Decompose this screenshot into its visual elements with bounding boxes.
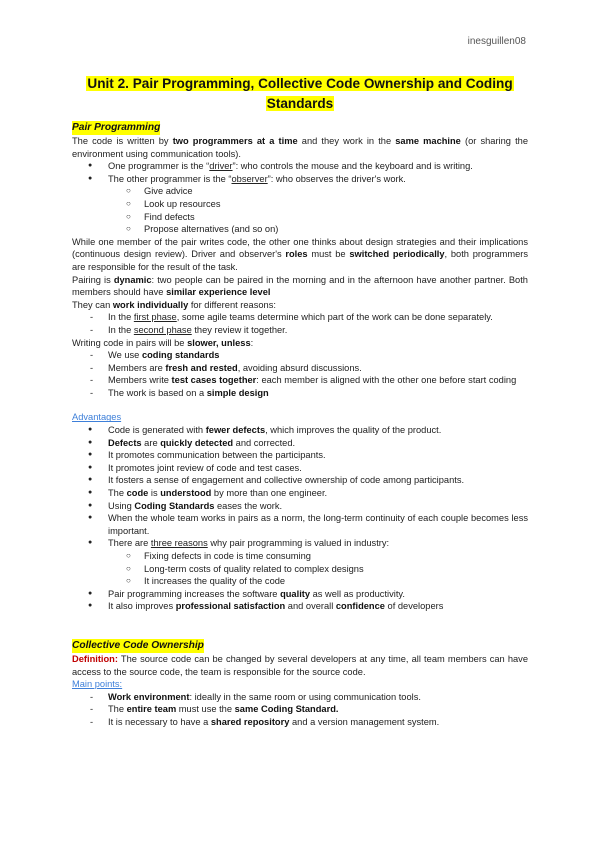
bold-text: simple design [206,387,269,398]
bold-text: professional satisfaction [175,601,286,612]
list-item [72,362,528,375]
conditions-list [72,349,528,399]
list-item [72,537,528,587]
text: Writing code in pairs will be [72,337,188,348]
paragraph-slower [72,337,528,350]
list-item [72,487,528,500]
text: eases the work. [214,500,283,511]
text: , which improves the quality of the product. [265,425,442,436]
section-heading-collective-code-ownership: Collective Code Ownership [72,639,204,651]
list-item: ● It promotes communication between the participants. [72,449,528,462]
paragraph-individual [72,299,528,312]
text: Pairing is [72,274,114,285]
underlined-text: observer [231,173,268,184]
text: The other programmer is the “ [108,173,232,184]
section-heading-pair-programming: Pair Programming [72,122,161,133]
reasons-list [72,550,528,588]
text: by more than one engineer. [211,488,328,499]
text: , some agile teams determine which part of the work can be done separately. [176,312,493,323]
list-item: ○ Fixing defects in code is time consuming [72,550,528,563]
text: of developers [384,601,444,612]
text: are [141,437,161,448]
bold-text: similar experience level [166,287,271,298]
bold-text: switched periodically [349,249,445,260]
text: : two people can be paired in the morning and in the afternoon have another partner. Both members should have [72,274,528,298]
paragraph-intro [72,135,528,160]
paragraph-roles [72,236,528,274]
bold-text: Coding Standards [134,500,215,511]
text: they review it together. [191,324,288,335]
text: Members write [108,375,172,386]
list-item [72,716,528,729]
underlined-text: first phase [133,312,177,323]
text: The code is written by [72,136,173,146]
text: Pair programming increases the software [108,588,281,599]
text: : each member is aligned with the other one before start coding [256,375,517,386]
list-item [72,160,528,173]
text: why pair programming is valued in industry: [207,538,390,549]
text: , avoiding absurd discussions. [237,362,362,373]
underlined-text: second phase [133,324,192,335]
bold-text: roles [285,249,308,260]
text: The work is based on a [108,387,207,398]
list-item [72,703,528,716]
text: must be [307,249,350,260]
text: In the [108,324,134,335]
list-item: ● When the whole team works in pairs as a norm, the long-term continuity of each couple becomes less important. [72,512,528,537]
list-item: ○ Propose alternatives (and so on) [72,223,528,236]
list-item: ● It promotes joint review of code and test cases. [72,462,528,475]
text: and overall [285,601,336,612]
bold-text: entire team [126,704,177,715]
text: for different reasons: [188,299,276,310]
paragraph-pairing [72,274,528,299]
text: In the [108,312,134,323]
text: There are [108,538,151,549]
text: Using [108,500,135,511]
page-title: Unit 2. Pair Programming, Collective Code Ownership and Coding Standards [87,76,513,111]
text: ”: who observes the driver's work. [267,173,406,184]
definition-label: Definition: [72,653,118,664]
text: The source code can be changed by several developers at any time, all team members can have access to the source code, the team is responsible for the source code. [72,653,528,677]
bold-text: shared repository [210,716,290,727]
list-item [72,173,528,236]
list-item: ● It fosters a sense of engagement and collective ownership of code among participants. [72,474,528,487]
observer-tasks-list [72,185,528,235]
list-item: ○ Give advice [72,185,528,198]
bold-text: slower, unless [187,337,251,348]
bold-text: test cases together [171,375,257,386]
bold-text: coding standards [141,350,220,361]
bold-text: fewer defects [205,425,266,436]
list-item: ○ Find defects [72,211,528,224]
list-item: ○ It increases the quality of the code [72,575,528,588]
text: We use [108,350,142,361]
bold-text: code [126,488,149,499]
document-content [72,121,528,729]
text: Members are [108,362,166,373]
list-item [72,437,528,450]
list-item [72,600,528,613]
spacer [72,613,528,627]
roles-list [72,160,528,236]
spacer [72,399,528,411]
text: It is necessary to have a [108,716,211,727]
list-item [72,691,528,704]
main-points-list [72,691,528,729]
text: (or sharing the environment using communication tools). [72,136,528,159]
list-item [72,500,528,513]
advantages-list [72,424,528,613]
list-item [72,588,528,601]
list-item [72,424,528,437]
text: They can [72,299,113,310]
list-item [72,349,528,362]
bold-text: same machine [395,136,461,146]
list-item: ○ Look up resources [72,198,528,211]
bold-text: fresh and rested [165,362,238,373]
bold-text: understood [160,488,212,499]
text: While one member of the pair writes code, the other one thinks about design strategies and their implications (continuous design review). Driver and observer's [72,236,528,260]
underlined-text: driver [209,161,233,172]
bold-text: dynamic [113,274,152,285]
text: Code is generated with [108,425,206,436]
advantages-link[interactable]: Advantages [72,412,122,423]
text: must use the [176,704,235,715]
text: One programmer is the “ [108,161,210,172]
list-item [72,311,528,324]
bold-text: confidence [335,601,385,612]
list-item: ○ Long-term costs of quality related to complex designs [72,563,528,576]
bold-text: quickly detected [160,437,234,448]
phases-list [72,311,528,336]
text: It also improves [108,601,176,612]
text: The [108,704,127,715]
underlined-text: three reasons [150,538,208,549]
bold-text: Work environment [108,691,190,702]
text: , both programmers are responsible for the result of the task. [72,249,528,272]
list-item [72,374,528,387]
text: is [148,488,161,499]
list-item [72,387,528,400]
text: and a version management system. [289,716,440,727]
main-points-link[interactable]: Main points: [72,679,123,690]
list-item [72,324,528,337]
bold-text: quality [280,588,311,599]
paragraph-definition [72,653,528,678]
text: as well as productivity. [310,588,405,599]
bold-text: Defects [108,437,142,448]
author-name: inesguillen08 [467,36,526,47]
bold-text: same Coding Standard. [234,704,339,715]
text: : [250,337,254,348]
text: The [108,488,127,499]
bold-text: work individually [112,299,189,310]
title-block [72,74,528,114]
spacer [72,627,528,639]
text: and they work in the [297,136,396,146]
bold-text: two programmers at a time [172,136,298,146]
text: : ideally in the same room or using communication tools. [189,691,421,702]
text: ”: who controls the mouse and the keyboard and is writing. [232,161,473,172]
text: and corrected. [233,437,296,448]
